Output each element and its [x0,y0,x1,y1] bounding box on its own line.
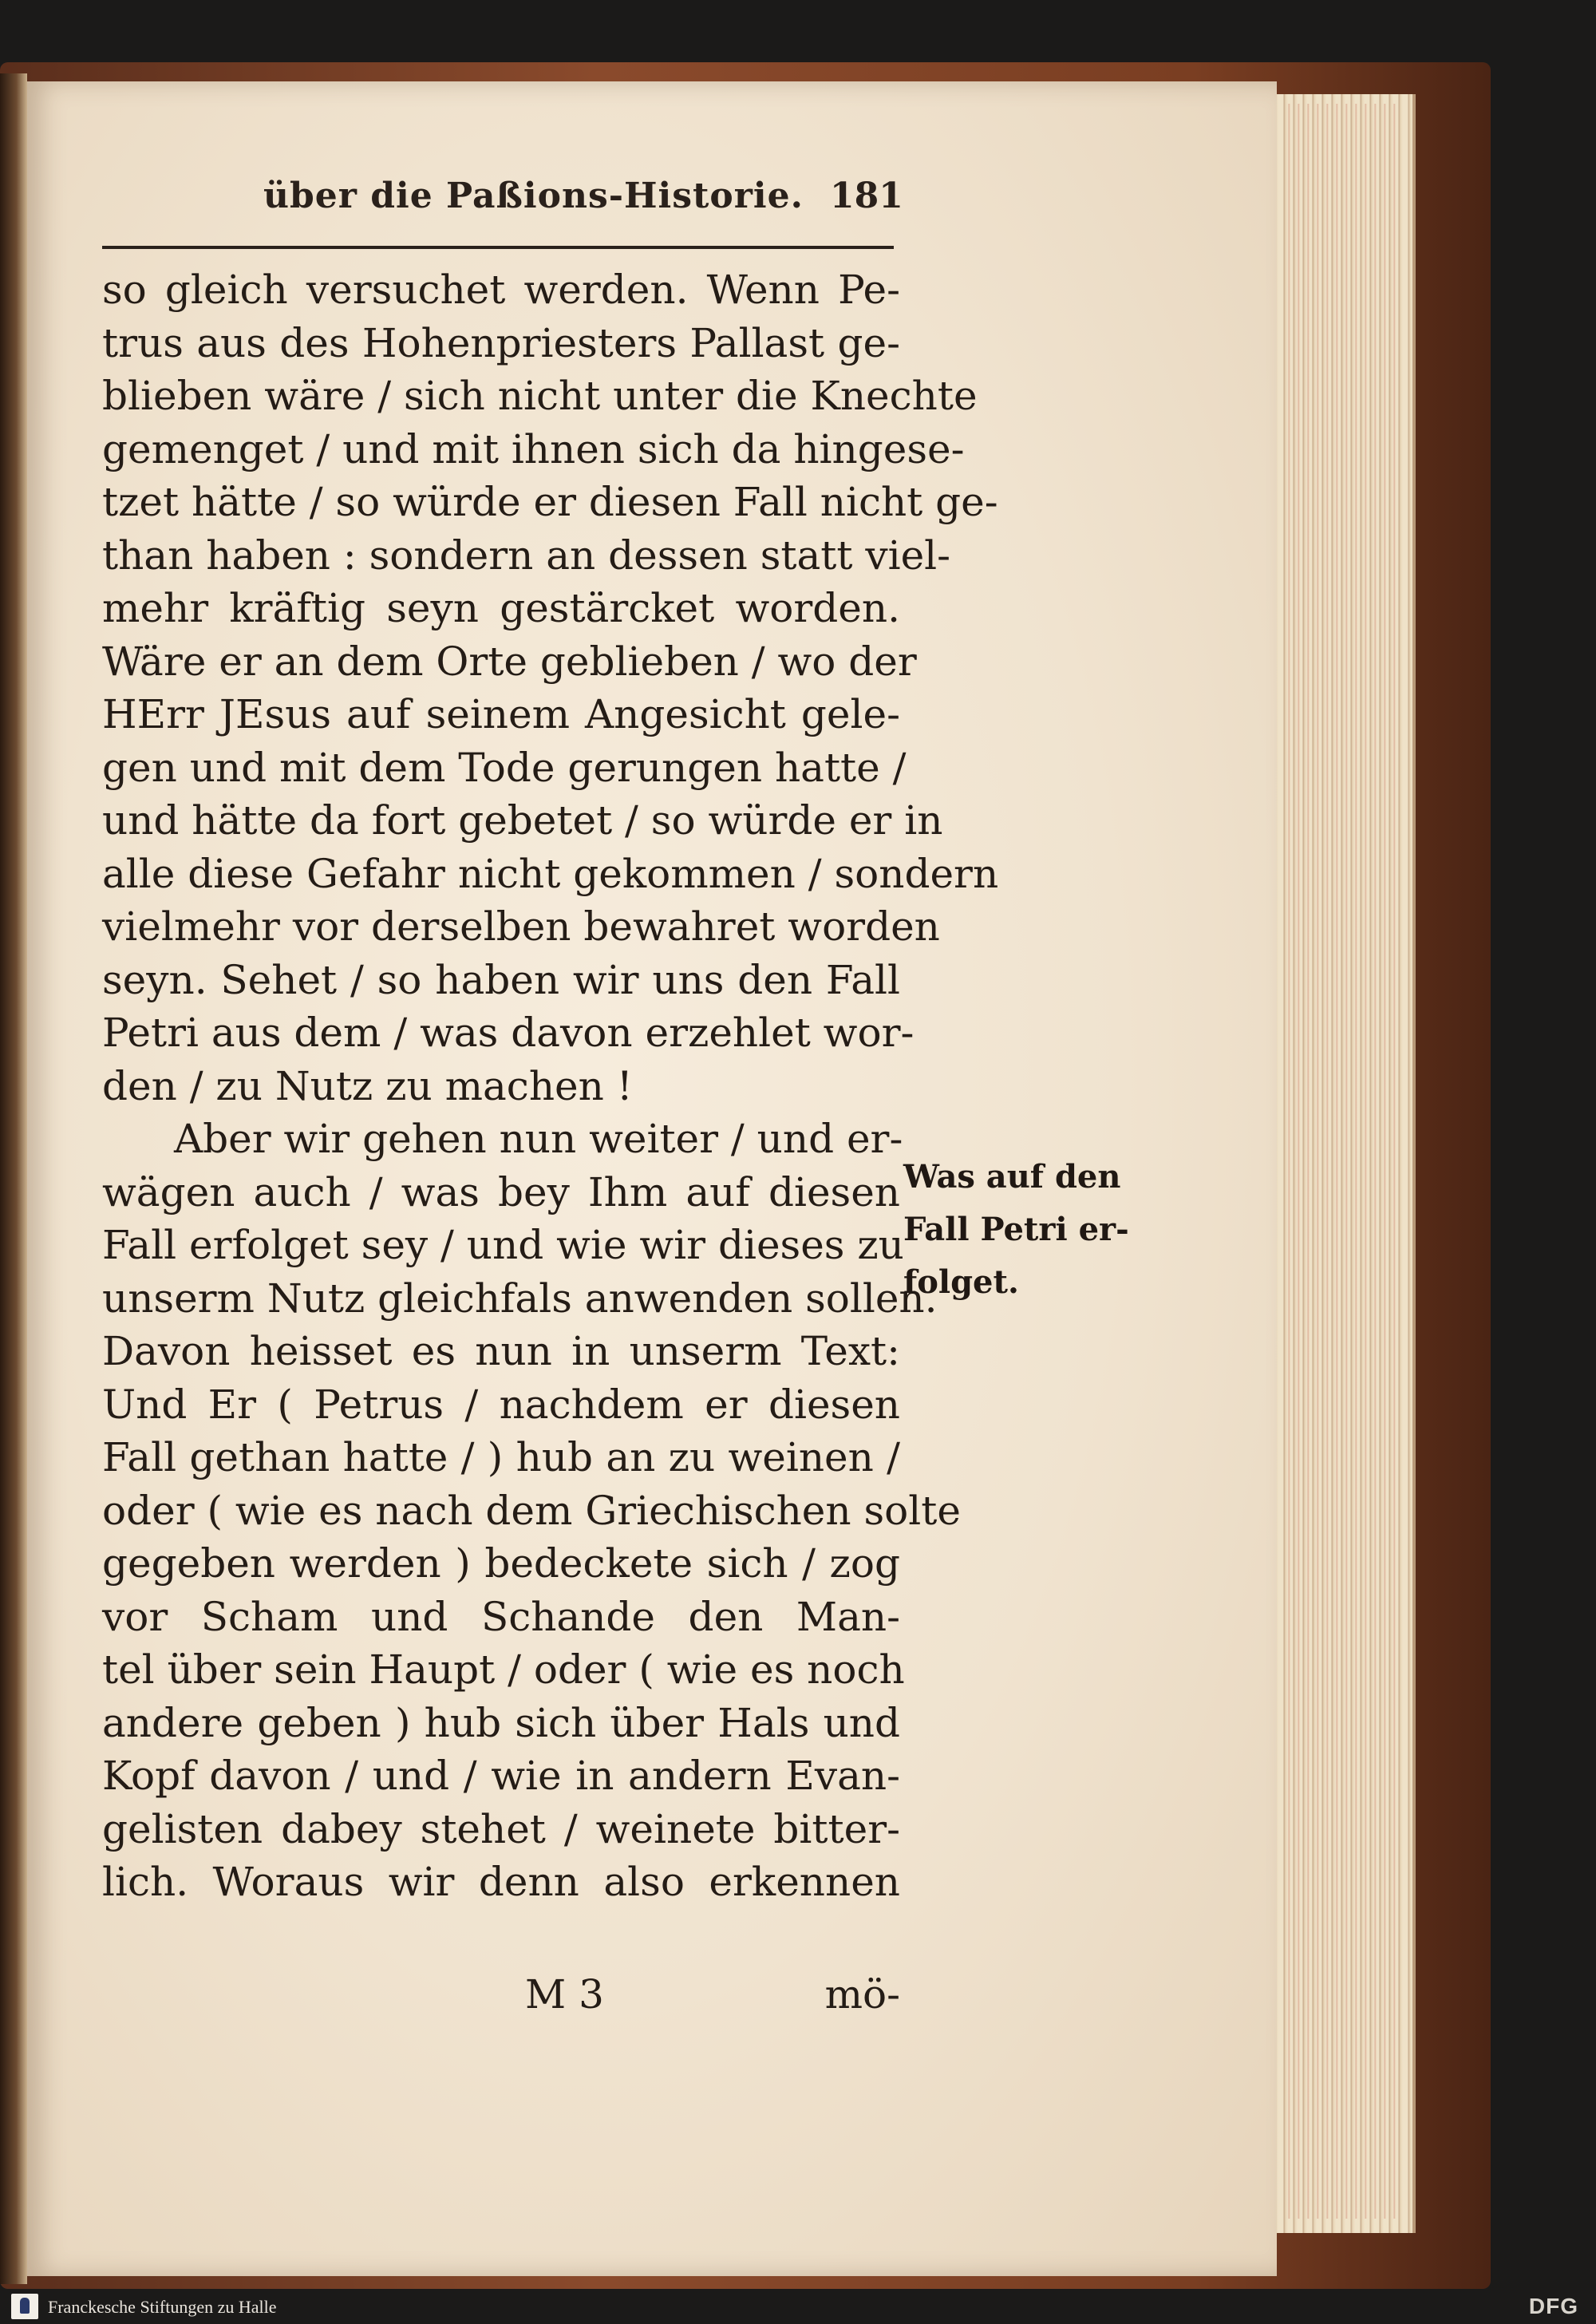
text-line: tel über sein Haupt / oder ( wie es noch [102,1646,905,1693]
text-line: gelisten dabey stehet / weinete bitter- [102,1805,900,1852]
show-through-bleed [946,311,1169,830]
text-line: andere geben ) hub sich über Hals und [102,1699,900,1746]
red-edge-staining [1281,104,1400,2219]
catchword: mö- [824,1971,900,2018]
text-line: unserm Nutz gleichfals anwenden sollen. [102,1275,938,1322]
header-rule [102,246,894,249]
institution-logo-icon [11,2294,38,2319]
text-line: tzet hätte / so würde er diesen Fall nicht ge- [102,479,998,525]
text-line: HErr JEsus auf seinem Angesicht gele- [102,691,900,737]
page-number: 181 [830,176,903,216]
text-line: Aber wir gehen nun weiter / und er- [174,1116,903,1162]
text-line: den / zu Nutz zu machen ! [102,1062,633,1109]
text-line: wägen auch / was bey Ihm auf diesen [102,1168,900,1215]
text-line: than haben : sondern an dessen statt viel- [102,532,951,579]
text-line: gen und mit dem Tode gerungen hatte / [102,744,907,791]
page-foot [102,1971,900,2027]
text-line: gemenget / und mit ihnen sich da hingese- [102,425,965,472]
text-line: Kopf davon / und / wie in andern Evan- [102,1753,900,1799]
text-line: vielmehr vor derselben bewahret worden [102,903,940,950]
margin-note-line: Fall Petri er- [903,1211,1129,1248]
text-line: Wäre er an dem Orte geblieben / wo der [102,638,917,685]
dfg-logo: DFG [1528,2294,1578,2318]
text-line: lich. Woraus wir denn also erkennen [102,1859,900,1905]
text-line: so gleich versuchet werden. Wenn Pe- [102,267,900,313]
text-line: Fall erfolget sey / und wie wir dieses zu [102,1222,904,1268]
text-line: oder ( wie es nach dem Griechischen solte [102,1487,961,1534]
text-line: Und Er ( Petrus / nachdem er diesen [102,1381,900,1428]
text-line: und hätte da fort gebetet / so würde er in [102,797,943,844]
running-title: über die Paßions-Historie. [263,176,804,216]
text-line: alle diese Gefahr nicht gekommen / sondern [102,850,999,897]
signature-mark: M 3 [525,1971,604,2018]
text-line: gegeben werden ) bedeckete sich / zog [102,1540,900,1587]
margin-note [903,1151,1175,1309]
margin-note-line: folget. [903,1263,1019,1301]
text-line: mehr kräftig seyn gestärcket worden. [102,585,900,631]
text-line: vor Scham und Schande den Man- [102,1593,900,1640]
text-line: seyn. Sehet / so haben wir uns den Fall [102,956,900,1003]
previous-page-edge [0,73,27,2284]
text-line: Fall gethan hatte / ) hub an zu weinen / [102,1434,900,1480]
body-text [102,263,999,1909]
text-line: Davon heisset es nun in unserm Text: [102,1328,900,1374]
text-line: Petri aus dem / was davon erzehlet wor- [102,1010,915,1056]
margin-note-line: Was auf den [903,1158,1121,1196]
footer-institution: Franckesche Stiftungen zu Halle [48,2297,277,2317]
text-line: trus aus des Hohenpriesters Pallast ge- [102,319,900,366]
text-line: blieben wäre / sich nicht unter die Knechte [102,373,978,419]
footer-bar [0,2289,1596,2324]
